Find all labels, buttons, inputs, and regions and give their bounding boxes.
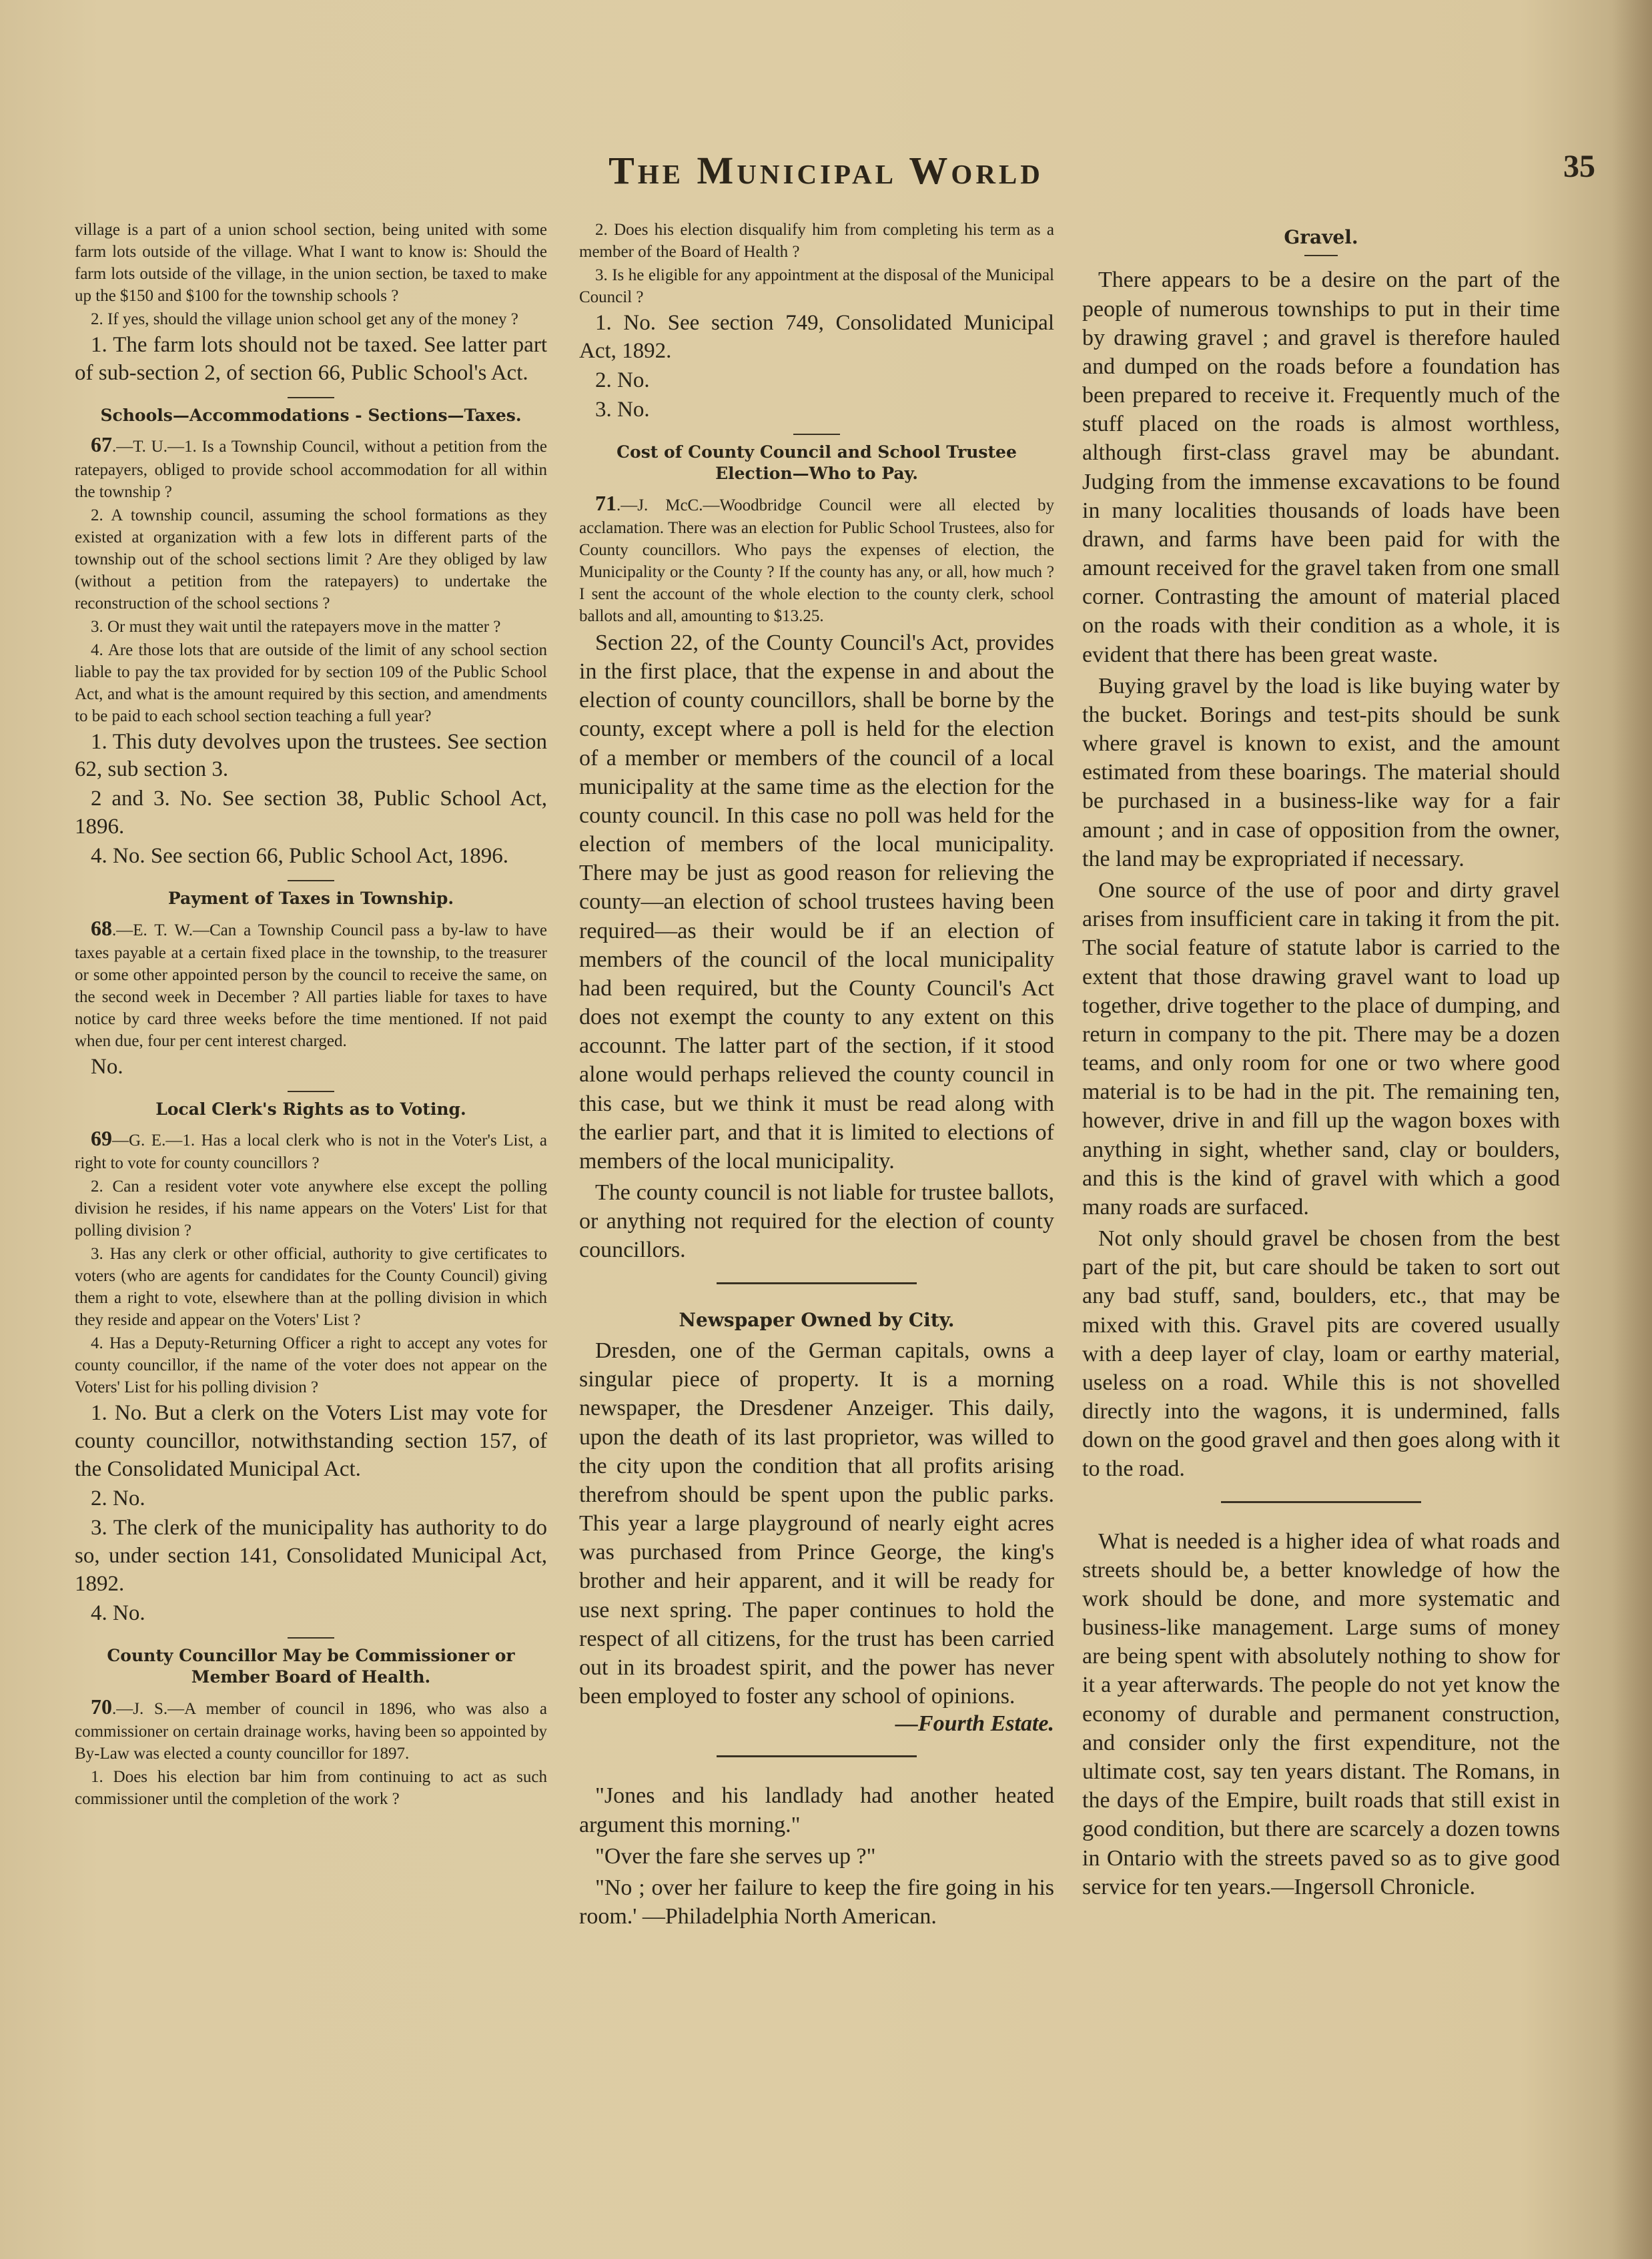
paragraph-text: .—T. U.—1. Is a Township Council, without a petition from the ratepayers, obliged to provide school accommodation for all within the township ? <box>75 438 547 501</box>
paragraph-text: 1. No. But a clerk on the Voters List may vote for county councillor, notwithstanding section 157, of the Consolidated Municipal Act. <box>75 1401 547 1482</box>
paragraph-text: 2. Can a resident voter vote anywhere else except the polling division he resides, if his name appears on the Voters' List for that polling division ? <box>75 1178 547 1240</box>
page-edge-shadow <box>1612 0 1652 2259</box>
article-paragraph <box>1082 876 1560 1222</box>
article-paragraph <box>579 1781 1054 1839</box>
article-rule <box>1221 1501 1421 1503</box>
section-heading: County Councillor May be Commissioner or Member Board of Health. <box>107 1645 515 1687</box>
question-number: 68 <box>91 915 112 940</box>
question-number: 67 <box>91 432 112 457</box>
paragraph-text: 2. If yes, should the village union school get any of the money ? <box>91 310 518 328</box>
article-paragraph <box>1082 1527 1560 1901</box>
article-paragraph <box>1082 1224 1560 1484</box>
article-paragraph <box>1082 266 1560 668</box>
paragraph-text: 2. No. <box>595 368 650 392</box>
paragraph-text: 3. The clerk of the municipality has authority to do so, under section 141, Consolidated Municipal Act, 1892. <box>75 1516 547 1596</box>
column-1 <box>75 219 547 2199</box>
page-number: 35 <box>1563 149 1595 184</box>
article-paragraph <box>579 1873 1054 1931</box>
masthead: The Municipal World <box>608 149 1044 192</box>
section-heading: Newspaper Owned by City. <box>679 1308 955 1331</box>
paragraph-text: 3. Has any clerk or other official, authority to give certificates to voters (who are agents for candidates for the County Council) giving them a right to vote, elsewhere than at the polling division in which they reside and appear on the Voters' List ? <box>75 1245 547 1330</box>
question-text <box>75 308 547 330</box>
section-heading: Cost of County Council and School Trustee Election—Who to Pay. <box>616 442 1017 484</box>
paragraph-text: 4. Are those lots that are outside of the limit of any school section liable to pay the tax provided for by section 109 of the Public School Act, and what is the amount required by this section, and amendments to be paid to each school section teaching a full year? <box>75 640 547 725</box>
article-paragraph <box>579 1178 1054 1265</box>
question-text <box>75 219 547 307</box>
paragraph-text: 3. Is he eligible for any appointment at the disposal of the Municipal Council ? <box>579 266 1054 306</box>
paragraph-text: 1. The farm lots should not be taxed. See latter part of sub-section 2, of section 66, Public School's Act. <box>75 333 547 385</box>
section-separator <box>288 397 334 398</box>
question-text <box>579 264 1054 308</box>
paragraph-text: 1. No. See section 749, Consolidated Municipal Act, 1892. <box>579 311 1054 363</box>
answer-text <box>75 1485 547 1513</box>
column-3 <box>1082 219 1560 2199</box>
paragraph-text: There appears to be a desire on the part of the people of numerous townships to put in their time by drawing gravel ; and gravel is therefore hauled and dumped on the roads before a foundation has been prepared to receive it. Frequently much of the stuff placed on the roads is almost worthless, although first-class gravel may be abundant. Judging from the immense excavations to be found in many localities thousands of loads have been drawn, and farms have been paid for with the amount received for the gravel taken from one small corner. Contrasting the amount of material placed on the roads with their condition as a whole, it is evident that there has been great waste. <box>1082 268 1560 667</box>
section-separator <box>288 1091 334 1092</box>
question-text <box>75 1693 547 1765</box>
question-text <box>75 1332 547 1398</box>
paragraph-text: Dresden, one of the German capitals, owns a singular piece of property. It is a morning newspaper, the Dresdener Anzeiger. This daily, upon the death of its last proprietor, was willed to the city upon the condition that all profits arising therefrom should be spent upon the public parks. This year a large playground of nearly eight acres was purchased from Prince George, the king's brother and heir apparent, and it will be ready for use next spring. The paper continues to hold the respect of all citizens, for the trust has been carried out in its broadest spirit, and the power has never been employed to foster any school of opinions. <box>579 1338 1054 1709</box>
article-paragraph <box>1082 672 1560 873</box>
section-heading: Schools—Accommodations - Sections—Taxes. <box>100 405 522 425</box>
column-2 <box>579 219 1054 2199</box>
paragraph-text: 1. Does his election bar him from continuing to act as such commissioner until the completion of the work ? <box>75 1767 547 1808</box>
paragraph-text: No. <box>91 1054 123 1079</box>
paragraph-text: Section 22, of the County Council's Act, provides in the first place, that the expense in and about the election of county councillors, shall be borne by the county, except where a poll is held for the election of a member or members of the council of a local municipality at the same time as the election for the county council. In this case no poll was held for the election of members of the local municipality. There may be just as good reason for relieving the county—an election of school trustees having been required—as their would be if an election of members of the council of the local municipality had been required, but the County Council's Act does not exempt the county to any extent on this accounnt. The latter part of the section, if it stood alone would perhaps relieved the county council in this case, but we think it must be read along with the earlier part, and that it is limited to elections of members of the local municipality. <box>579 630 1054 1174</box>
paragraph-text: 4. No. See section 66, Public School Act, 1896. <box>91 844 509 869</box>
answer-text <box>75 332 547 388</box>
article-source: —Fourth Estate. <box>895 1711 1054 1737</box>
question-text <box>75 504 547 614</box>
question-text <box>75 1176 547 1242</box>
answer-text <box>75 1600 547 1628</box>
answer-text <box>579 367 1054 395</box>
paragraph-text: One source of the use of poor and dirty gravel arises from insufficient care in taking it from the pit. The social feature of statute labor is carried to the extent that those drawing gravel want to load up together, drive together to the place of dumping, and return in company to the pit. There may be a dozen teams, and only room for one or two where good material is to be had in the pit. The remaining ten, however, drive in and fill up the wagon boxes with anything in sight, whether sand, clay or boulders, and this is the kind of gravel with which a good many roads are surfaced. <box>1082 878 1560 1220</box>
answer-text <box>75 785 547 841</box>
answer-text <box>75 1514 547 1599</box>
paragraph-text: 2. No. <box>91 1486 145 1511</box>
section-heading: Payment of Taxes in Township. <box>167 889 454 909</box>
paragraph-text: "No ; over her failure to keep the fire going in his room.' —Philadelphia North American. <box>579 1875 1054 1929</box>
question-number: 69 <box>91 1126 112 1151</box>
paragraph-text: 2. A township council, assuming the school formations as they existed at organization with a few lots in different parts of the township out of the school sections limit ? Are they obliged by law (without a petition from the ratepayers) to undertake the reconstruction of the school sections ? <box>75 506 547 612</box>
source-line <box>579 1709 1054 1738</box>
paragraph-text: 3. Or must they wait until the ratepayers move in the matter ? <box>91 617 501 636</box>
question-text <box>75 639 547 727</box>
paragraph-text: What is needed is a higher idea of what roads and streets should be, a better knowledge of how the work should be done, and more systematic and business-like management. Large sums of money are being spent with absolutely nothing to show for it a year afterwards. The people do not yet know the economy of durable and permanent construction, and consider only the first expenditure, not the ultimate cost, say ten years distant. The Romans, in the days of the Empire, built roads that still exist in good condition, but there are scarcely a dozen towns in Ontario with the streets paved so as to give good service for ten years.—Ingersoll Chronicle. <box>1082 1528 1560 1899</box>
answer-text <box>579 396 1054 424</box>
paragraph-text: .—J. S.—A member of council in 1896, who was also a commissioner on certain drainage works, having been so appointed by By-Law was elected a county councillor for 1897. <box>75 1699 547 1763</box>
paragraph-text: 1. This duty devolves upon the trustees. See section 62, sub section 3. <box>75 729 547 782</box>
question-text <box>75 1766 547 1810</box>
paragraph-text: Not only should gravel be chosen from the best part of the pit, but care should be taken to sort out any bad stuff, sand, boulders, etc., that may be mixed with this. Gravel pits are covered usually with a deep layer of clay, loam or earthy material, useless on a road. While this is not shovelled directly into the wagons, it is undermined, falls down on the good gravel and then goes along with it to the road. <box>1082 1226 1560 1482</box>
paragraph-text: —G. E.—1. Has a local clerk who is not in the Voter's List, a right to vote for county councillors ? <box>75 1132 547 1173</box>
paragraph-text: "Jones and his landlady had another heated argument this morning." <box>579 1783 1054 1837</box>
paragraph-text: 2. Does his election disqualify him from completing his term as a member of the Board of Health ? <box>579 221 1054 261</box>
paragraph-text: The county council is not liable for trustee ballots, or anything not required for the election of county councillors. <box>579 1180 1054 1263</box>
paragraph-text: Buying gravel by the load is like buying water by the bucket. Borings and test-pits should be sunk where gravel is known to exist, and the amount estimated from these boarings. The material should be purchased in a business-like way for a fair amount ; and in case of opposition from the owner, the land may be expropriated if necessary. <box>1082 673 1560 871</box>
answer-text <box>579 310 1054 366</box>
answer-text <box>75 843 547 871</box>
article-rule <box>717 1755 917 1757</box>
question-text <box>75 616 547 638</box>
paragraph-text: 3. No. <box>595 397 650 422</box>
article-rule <box>717 1282 917 1284</box>
paragraph-text: village is a part of a union school section, being united with some farm lots outside of the village. What I want to know is: Should the farm lots outside of the village, in the union section, be taxed to make up the $150 and $100 for the township schools ? <box>75 221 547 305</box>
section-heading: Gravel. <box>1284 226 1358 248</box>
answer-text <box>75 1053 547 1081</box>
answer-text <box>75 1400 547 1484</box>
paragraph-text: 2 and 3. No. See section 38, Public School Act, 1896. <box>75 787 547 839</box>
question-number: 70 <box>91 1694 112 1719</box>
section-separator <box>1304 255 1338 256</box>
paragraph-text: .—E. T. W.—Can a Township Council pass a by-law to have taxes payable at a certain fixed place in the township, to the treasurer or some other appointed person by the council to receive the same, on the second week in December ? All parties liable for taxes to have notice by card three weeks before the time mentioned. If not paid when due, four per cent interest charged. <box>75 921 547 1050</box>
section-separator <box>288 880 334 881</box>
question-text <box>75 914 547 1052</box>
question-text <box>75 430 547 502</box>
article-paragraph <box>579 628 1054 1176</box>
paragraph-text: "Over the fare she serves up ?" <box>595 1843 876 1869</box>
article-paragraph <box>579 1336 1054 1711</box>
paragraph-text: 4. No. <box>91 1601 145 1625</box>
paragraph-text: .—J. McC.—Woodbridge Council were all elected by acclamation. There was an election for Public School Trustees, also for County councillors. Who pays the expenses of election, the Municipality or the County ? If the county has any, or all, how much ? I sent the account of the whole election to the county clerk, school ballots and all, amounting to $13.25. <box>579 496 1054 625</box>
question-text <box>579 219 1054 263</box>
question-text <box>75 1243 547 1331</box>
article-paragraph <box>579 1842 1054 1871</box>
question-text <box>579 489 1054 627</box>
section-heading: Local Clerk's Rights as to Voting. <box>155 1099 466 1119</box>
paragraph-text: 4. Has a Deputy-Returning Officer a right to accept any votes for county councillor, if the name of the voter does not appear on the Voters' List for his polling division ? <box>75 1334 547 1397</box>
question-text <box>75 1124 547 1174</box>
section-separator <box>288 1637 334 1639</box>
question-number: 71 <box>595 490 616 515</box>
section-separator <box>793 434 840 435</box>
answer-text <box>75 729 547 785</box>
